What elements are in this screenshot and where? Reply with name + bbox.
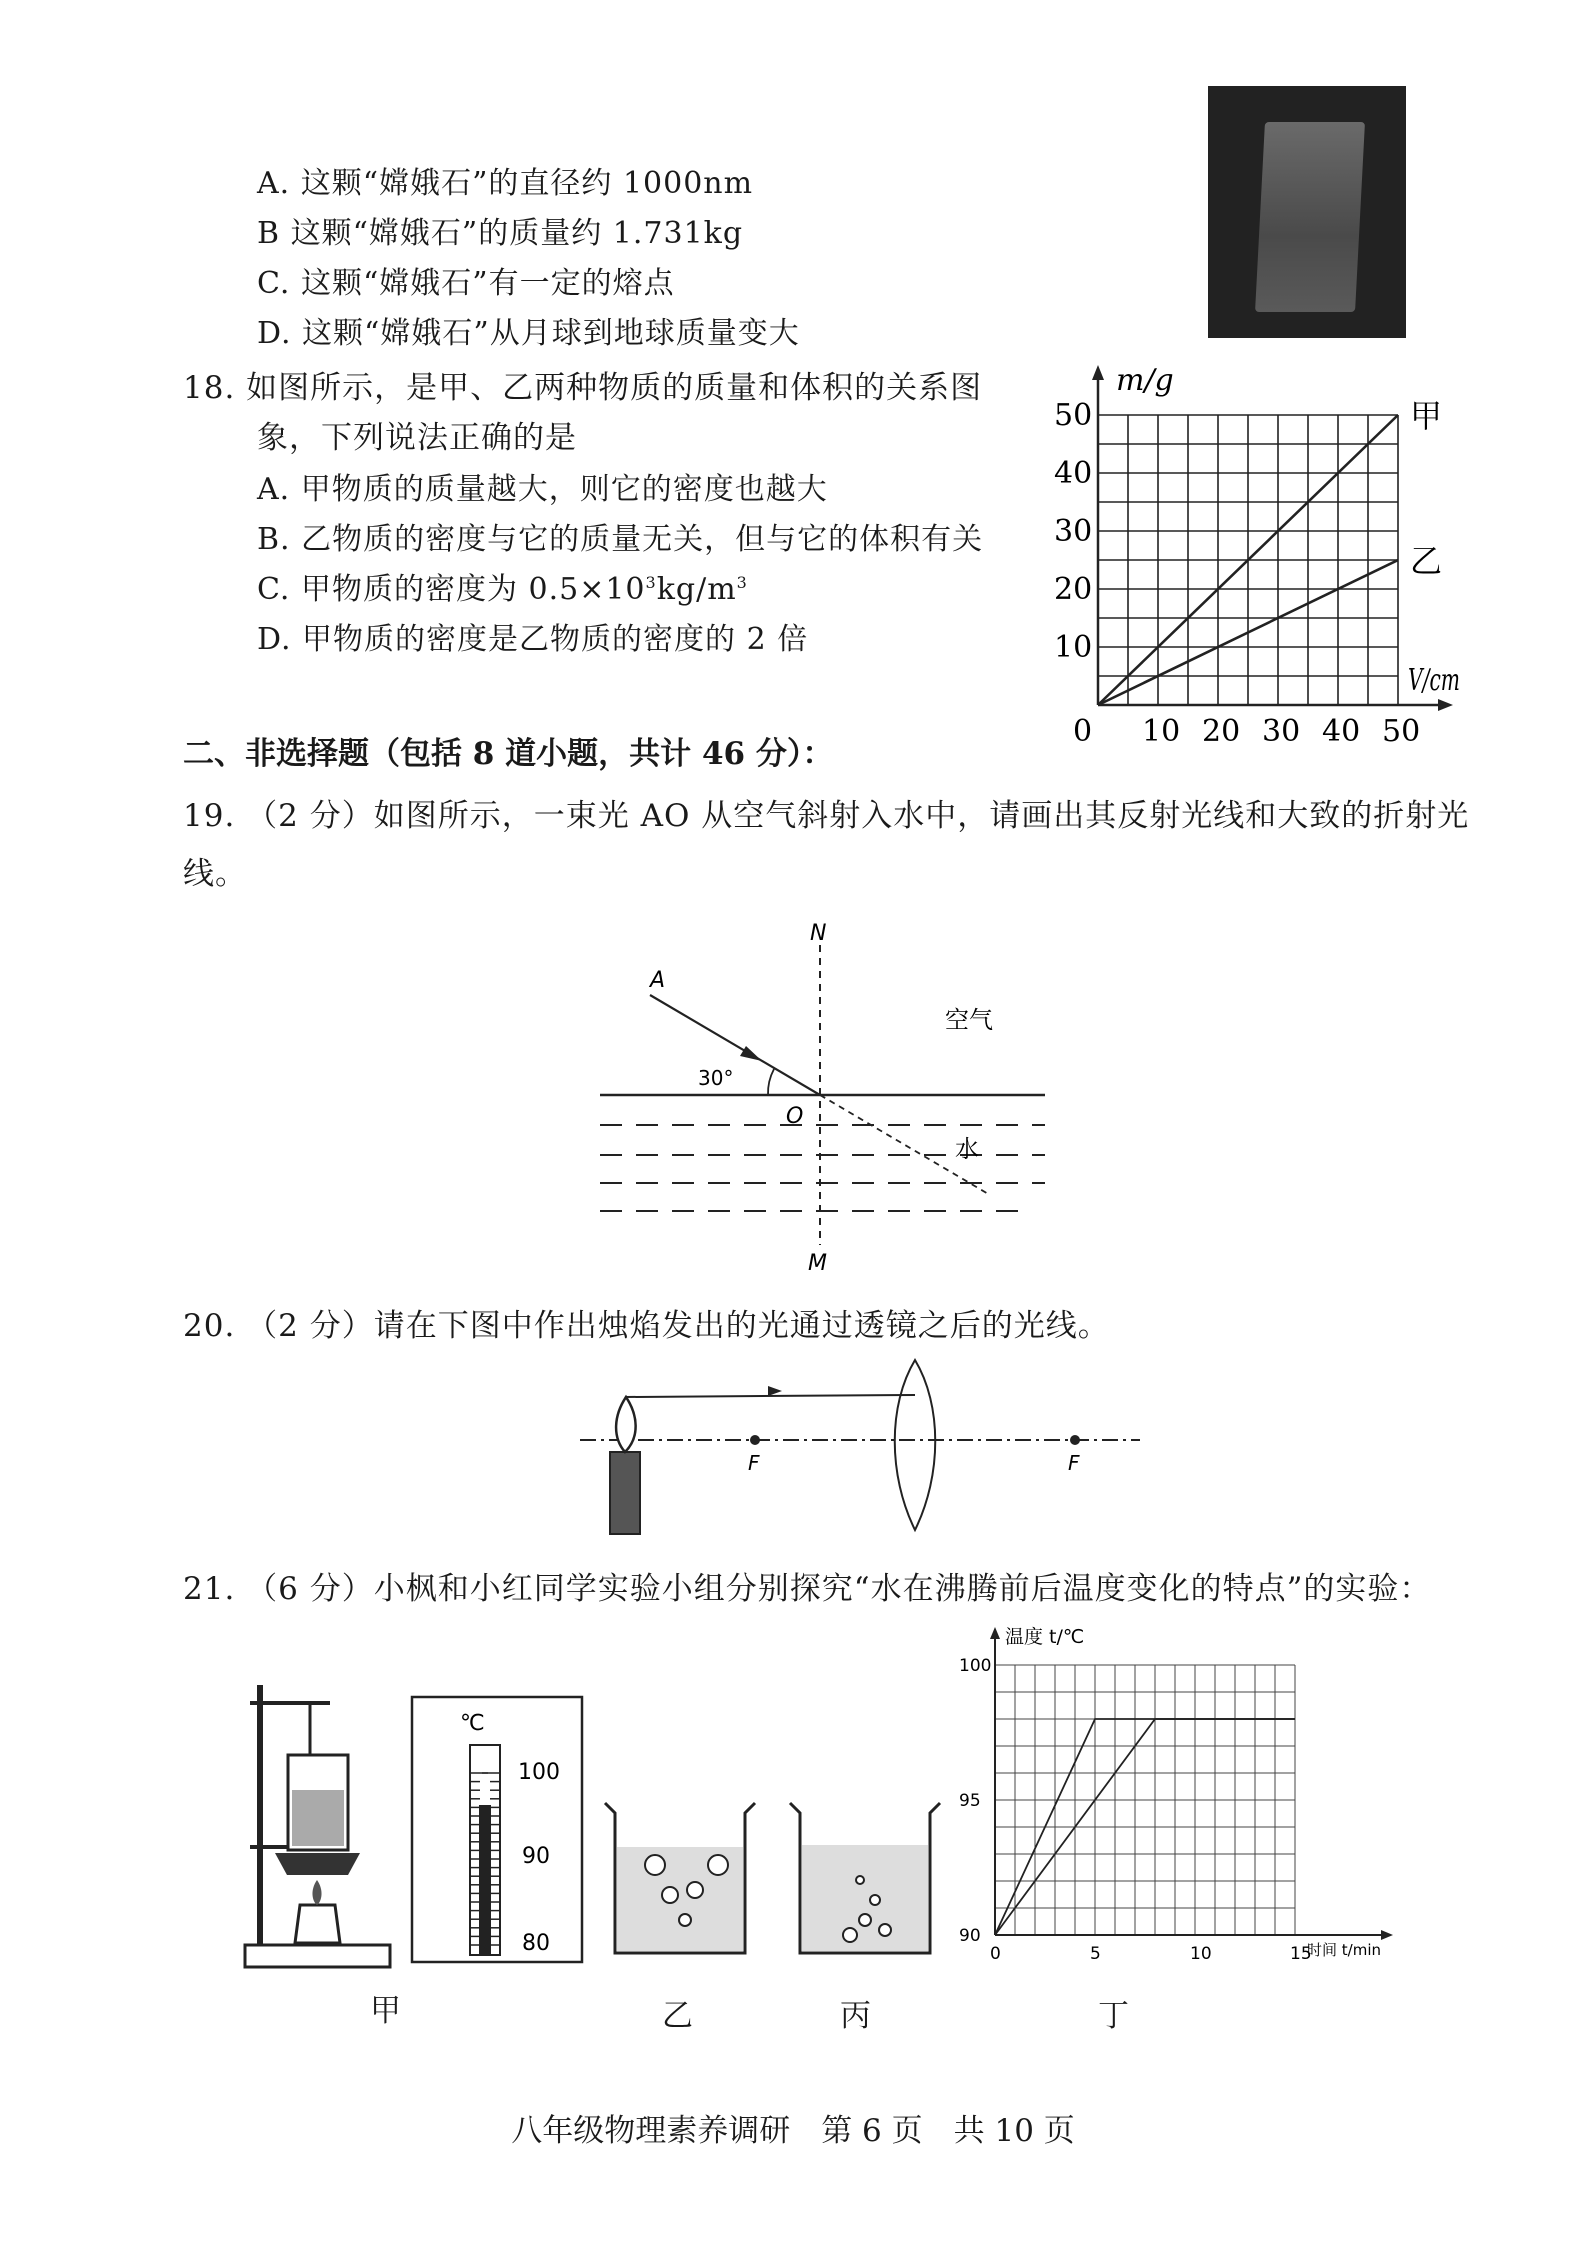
q18-option-c: [257, 564, 748, 608]
q18-stem-line1: 18. 如图所示，是甲、乙两种物质的质量和体积的关系图: [183, 370, 983, 406]
mv-y-tick-label: 30: [1054, 514, 1093, 549]
page-footer: 八年级物理素养调研 第 6 页 共 10 页: [511, 2113, 1075, 2149]
mv-x-tick-label: 0: [1073, 714, 1093, 749]
tt-y-arrow: [990, 1627, 1000, 1639]
section2-heading: 二、非选择题（包括 8 道小题，共计 46 分）：: [183, 736, 834, 772]
q19-text-line2: 线。: [183, 856, 247, 892]
q21-text: 21. （6 分）小枫和小红同学实验小组分别探究“水在沸腾前后温度变化的特点”的实验：: [183, 1571, 1432, 1607]
q17-option-d: D. 这颗“嫦娥石”从月球到地球质量变大: [257, 316, 800, 351]
label-f-right: F: [1068, 1451, 1080, 1475]
tt-grid: [995, 1665, 1295, 1935]
tt-x-arrow: [1381, 1930, 1393, 1940]
thermo-unit: ℃: [460, 1711, 485, 1736]
mv-x-arrow: [1438, 699, 1453, 711]
q17-option-a: A. 这颗“嫦娥石”的直径约 1000nm: [257, 166, 754, 201]
tt-x-tick-label: 10: [1190, 1944, 1212, 1964]
mv-y-tick-label: 20: [1054, 572, 1093, 607]
mass-volume-chart: [1030, 360, 1460, 760]
mv-series-label: 甲: [1410, 397, 1443, 435]
angle-arc: [768, 1069, 774, 1095]
tt-y-tick-label: 90: [959, 1926, 981, 1946]
q18-stem-line2: 象，下列说法正确的是: [257, 420, 577, 456]
tt-y-axis-label: 温度 t/℃: [1005, 1626, 1085, 1648]
tt-labels: [959, 1626, 1381, 1964]
tt-axes: [990, 1627, 1393, 1940]
mv-series-label: 乙: [1410, 542, 1443, 580]
q18-option-c-prefix: C. 甲物质的密度为 0.5×10: [257, 572, 646, 607]
incident-arrow: [740, 1046, 762, 1061]
label-water: 水: [955, 1135, 979, 1163]
candle: [610, 1452, 640, 1534]
tt-y-tick-label: 95: [959, 1791, 981, 1811]
focal-point-right: [1070, 1435, 1080, 1445]
thermo-label-90: 90: [522, 1844, 550, 1869]
mv-y-tick-label: 10: [1054, 630, 1093, 665]
mv-x-tick-label: 30: [1262, 714, 1301, 749]
thermo-label-100: 100: [518, 1760, 560, 1785]
caption-jia: 甲: [370, 1993, 402, 2029]
thermo-label-80: 80: [522, 1931, 550, 1956]
mv-labels: [1054, 363, 1460, 749]
tt-x-tick-label: 0: [990, 1944, 1001, 1964]
thermometer: [410, 1695, 585, 1965]
chang-e-stone-photo: [1208, 86, 1406, 338]
mv-x-tick-label: 50: [1382, 714, 1421, 749]
refraction-diagram: [590, 915, 1060, 1275]
mv-y-tick-label: 40: [1054, 456, 1093, 491]
label-m: M: [808, 1251, 827, 1276]
label-n: N: [810, 921, 827, 946]
label-air: 空气: [945, 1006, 993, 1034]
mv-y-arrow: [1092, 365, 1104, 380]
q18-option-a: A. 甲物质的质量越大，则它的密度也越大: [257, 472, 828, 507]
ray-to-lens: [626, 1395, 915, 1397]
mv-x-tick-label: 10: [1142, 714, 1181, 749]
beaker-yi: [600, 1795, 760, 1960]
mv-x-axis-label: V/cm: [1408, 663, 1460, 698]
candle-flame: [616, 1397, 636, 1452]
tt-x-axis-label: 时间 t/min: [1307, 1941, 1381, 1959]
convex-lens: [895, 1360, 936, 1530]
q19-text-line1: 19. （2 分）如图所示，一束光 AO 从空气斜射入水中，请画出其反射光线和大致的折射光: [183, 798, 1470, 834]
label-angle: 30°: [698, 1066, 734, 1090]
q18-option-c-unit: kg/m: [656, 572, 737, 607]
tt-x-tick-label: 5: [1090, 1944, 1101, 1964]
q18-option-c-exp: 3: [645, 573, 657, 592]
mv-y-axis-label: m/g: [1116, 363, 1174, 398]
beaker-bing: [785, 1795, 945, 1960]
q18-option-d: D. 甲物质的密度是乙物质的密度的 2 倍: [257, 622, 809, 657]
caption-ding: 丁: [1098, 1998, 1130, 2034]
tt-y-tick-label: 100: [959, 1656, 992, 1676]
ray-arrow: [768, 1386, 782, 1396]
tt-x-tick-label: 15: [1290, 1944, 1312, 1964]
caption-yi: 乙: [662, 1998, 694, 2034]
lens-diagram: [570, 1355, 1150, 1540]
q17-option-c: C. 这颗“嫦娥石”有一定的熔点: [257, 266, 675, 301]
mv-x-tick-label: 20: [1202, 714, 1241, 749]
incident-ray: [650, 995, 820, 1095]
q18-option-c-exp2: 3: [736, 573, 748, 592]
q20-text: 20. （2 分）请在下图中作出烛焰发出的光通过透镜之后的光线。: [183, 1308, 1110, 1344]
label-f-left: F: [748, 1451, 760, 1475]
q18-option-b: B. 乙物质的密度与它的质量无关，但与它的体积有关: [257, 522, 984, 557]
q17-option-b: B 这颗“嫦娥石”的质量约 1.731kg: [257, 216, 744, 251]
temperature-time-chart: [930, 1615, 1430, 1975]
mv-y-tick-label: 50: [1054, 398, 1093, 433]
boiling-apparatus: [240, 1665, 400, 1975]
label-o: O: [786, 1104, 804, 1129]
focal-point-left: [750, 1435, 760, 1445]
mv-x-tick-label: 40: [1322, 714, 1361, 749]
caption-bing: 丙: [840, 1998, 872, 2034]
label-a: A: [650, 968, 666, 993]
